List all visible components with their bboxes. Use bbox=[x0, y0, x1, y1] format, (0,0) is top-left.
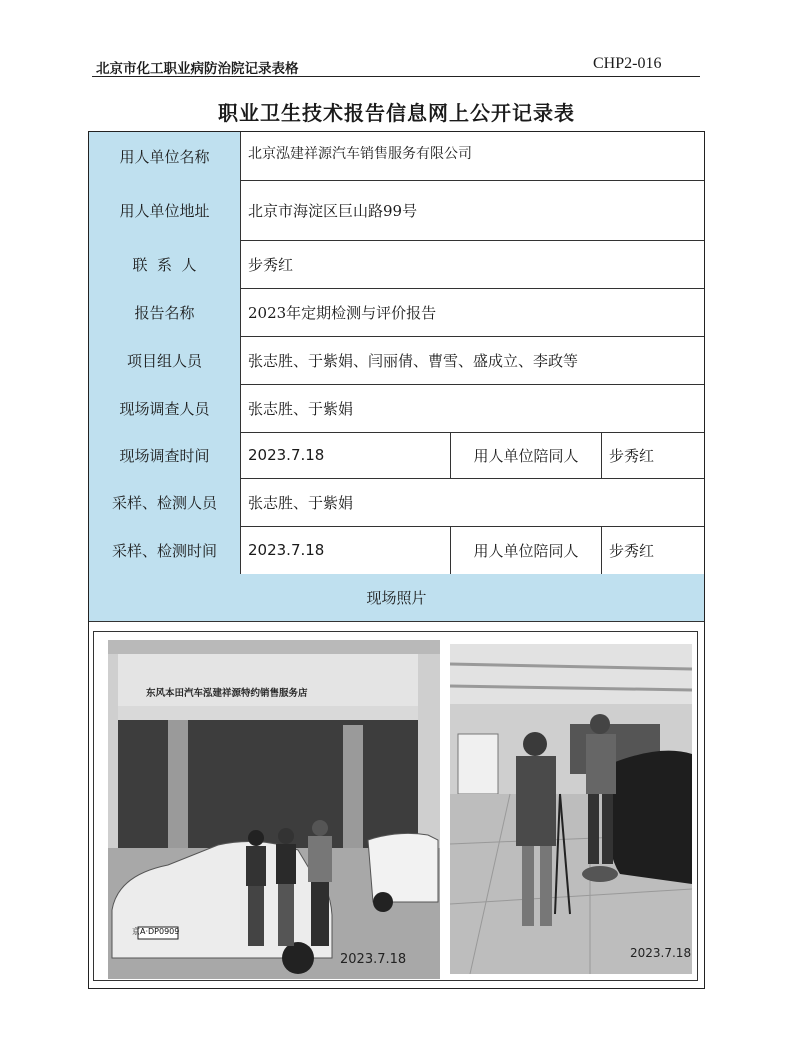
header-divider bbox=[92, 76, 700, 77]
record-form bbox=[88, 131, 705, 989]
storefront-sign: 东风本田汽车泓建祥源特约销售服务店 bbox=[146, 688, 308, 699]
photo1-date-stamp: 2023.7.18 bbox=[340, 952, 407, 967]
unit-address-value: 北京市海淀区巨山路99号 bbox=[248, 201, 418, 220]
site-photo-storefront bbox=[108, 640, 440, 979]
sampling-time-value: 2023.7.18 bbox=[248, 541, 325, 559]
sampling-escort-value: 步秀红 bbox=[609, 541, 655, 560]
survey-escort-value: 步秀红 bbox=[609, 446, 655, 465]
photos-panel bbox=[93, 631, 698, 981]
photo2-date-stamp: 2023.7.18 bbox=[630, 946, 692, 960]
header-org: 北京市化工职业病防治院记录表格 bbox=[96, 61, 299, 77]
unit-name-label: 用人单位名称 bbox=[89, 132, 241, 180]
contact-label: 联 系 人 bbox=[89, 240, 241, 288]
page-title: 职业卫生技术报告信息网上公开记录表 bbox=[218, 101, 575, 125]
survey-staff-value: 张志胜、于紫娟 bbox=[248, 399, 354, 418]
survey-time-value: 2023.7.18 bbox=[248, 446, 325, 464]
report-name-label: 报告名称 bbox=[89, 288, 241, 336]
unit-address-label: 用人单位地址 bbox=[89, 180, 241, 240]
license-plate: 京A·DP0909 bbox=[132, 927, 180, 936]
sampling-staff-label: 采样、检测人员 bbox=[89, 478, 241, 526]
sampling-photo-image bbox=[450, 644, 692, 974]
site-photo-sampling bbox=[450, 644, 692, 974]
report-name-value: 2023年定期检测与评价报告 bbox=[248, 303, 437, 322]
survey-time-label: 现场调查时间 bbox=[89, 432, 241, 478]
header-code: CHP2-016 bbox=[593, 55, 662, 72]
unit-name-value: 北京泓建祥源汽车销售服务有限公司 bbox=[248, 146, 472, 162]
survey-staff-label: 现场调查人员 bbox=[89, 384, 241, 432]
contact-value: 步秀红 bbox=[248, 255, 294, 274]
row-divider bbox=[89, 621, 704, 622]
team-label: 项目组人员 bbox=[89, 336, 241, 384]
photos-section-header: 现场照片 bbox=[89, 574, 704, 621]
sampling-staff-value: 张志胜、于紫娟 bbox=[248, 493, 354, 512]
survey-escort-label: 用人单位陪同人 bbox=[473, 446, 579, 465]
team-value: 张志胜、于紫娟、闫丽倩、曹雪、盛成立、李政等 bbox=[248, 351, 579, 370]
sampling-escort-label: 用人单位陪同人 bbox=[473, 541, 579, 560]
sampling-time-label: 采样、检测时间 bbox=[89, 526, 241, 574]
